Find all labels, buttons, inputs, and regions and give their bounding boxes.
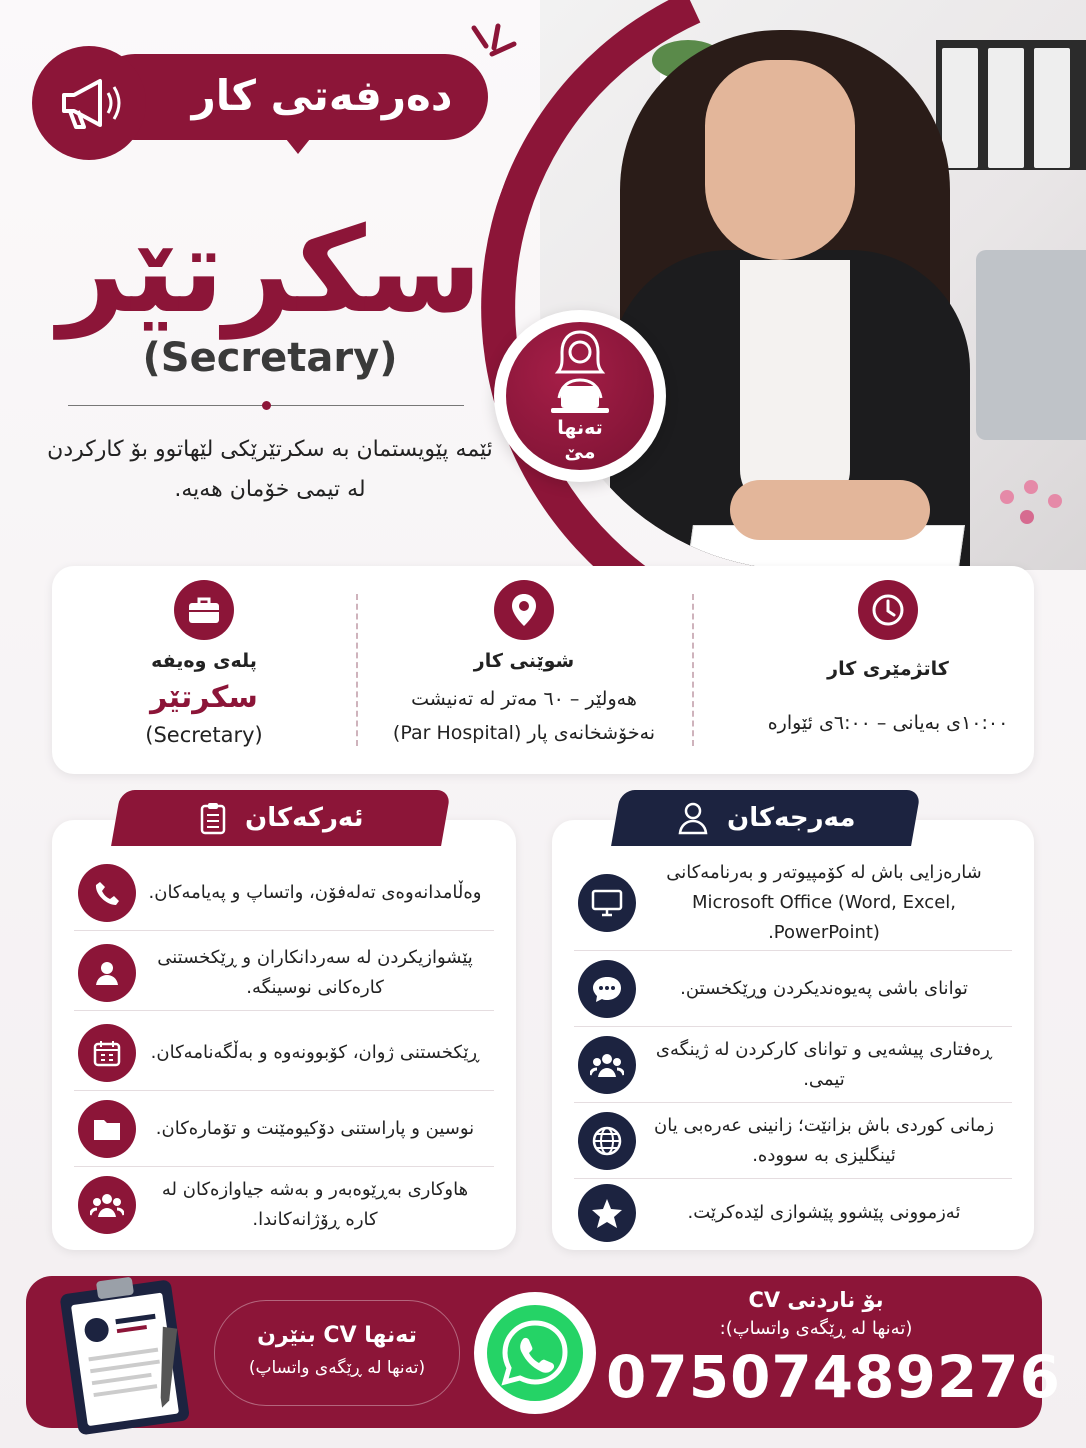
phone-icon	[92, 878, 122, 908]
work-hours-value: ١٠:٠٠ی بەیانی – ٦:٠٠ی ئێوارە	[767, 712, 1009, 734]
requirement-text: ئەزموونی پێشوو پێشوازی لێدەکرێت.	[687, 1202, 961, 1223]
star-icon-circle	[578, 1184, 636, 1242]
work-location-column	[358, 566, 690, 774]
work-hours-column	[742, 566, 1034, 774]
duties-card	[52, 803, 516, 1250]
globe-icon	[591, 1125, 623, 1157]
globe-icon-circle	[578, 1112, 636, 1170]
duties-header	[111, 790, 451, 846]
requirement-text: شارەزایی باش لە کۆمپیوتەر و بەرنامەکانی Microsoft Office (Word, Excel, PowerPoint).	[666, 862, 982, 943]
duties-title: ئەرکەکان	[244, 803, 364, 833]
person-outline-icon	[677, 801, 709, 835]
requirement-item	[574, 856, 1012, 951]
clock-icon-circle	[858, 580, 918, 640]
send-cv-subtitle: (تەنها لە ڕێگەی واتساپ):	[719, 1318, 913, 1339]
requirements-header	[611, 790, 921, 846]
phone-icon-circle	[78, 864, 136, 922]
group-icon-circle	[578, 1036, 636, 1094]
chat-icon	[591, 974, 623, 1004]
intro-text: ئێمە پێویستمان بە سکرتێرێکی لێهاتوو بۆ کارکردن لە تیمی خۆمان هەیە.	[47, 437, 493, 502]
info-divider	[356, 594, 358, 746]
calendar-icon-circle	[78, 1024, 136, 1082]
requirement-text: توانای باشی پەیوەندیکردن وڕێکخستن.	[680, 978, 968, 999]
cv-only-subtitle: (تەنها لە ڕێگەی واتساپ)	[248, 1358, 426, 1378]
duty-text: هاوکاری بەڕێوەبەر و بەشە جیاوازەکان لە کارە ڕۆژانەکاندا.	[161, 1179, 469, 1230]
megaphone-icon	[54, 73, 124, 133]
cv-clipboard-icon	[51, 1264, 202, 1441]
star-icon	[591, 1197, 623, 1229]
work-location-line1: هەولێر – ٦٠ مەتر لە تەنیشت	[411, 688, 637, 710]
team-icon-circle	[78, 1176, 136, 1234]
briefcase-icon	[187, 595, 221, 625]
duty-text: نوسین و پاراستنی دۆکیومێنت و تۆمارەکان.	[155, 1118, 475, 1139]
location-icon-circle	[494, 580, 554, 640]
requirement-text: زمانی کوردی باش بزانێت؛ زانینی عەرەبی یان ئینگلیزی بە سوودە.	[654, 1115, 994, 1166]
location-pin-icon	[509, 592, 539, 628]
user-icon	[92, 958, 122, 988]
job-title-english: (Secretary)	[142, 335, 398, 381]
chat-icon-circle	[578, 960, 636, 1018]
woman-at-laptop-icon	[545, 328, 615, 414]
duty-item	[74, 1092, 494, 1167]
requirements-card	[552, 803, 1034, 1250]
duty-item	[74, 1016, 494, 1091]
requirements-title: مەرجەکان	[726, 803, 856, 833]
cv-only-title: تەنها CV بنێرن	[257, 1323, 417, 1348]
burst-lines-icon	[470, 22, 520, 82]
position-value-kurdish: سکرتێر	[150, 680, 258, 715]
clock-icon	[870, 592, 906, 628]
send-cv-info	[606, 1284, 1061, 1411]
requirement-text: ڕەفتاری پیشەیی و توانای کارکردن لە ژینگەی تیمی.	[655, 1039, 993, 1090]
clipboard-list-icon	[199, 801, 227, 835]
calendar-icon	[92, 1038, 122, 1068]
group-icon	[590, 1051, 624, 1079]
job-title-kurdish: سکرتێر	[58, 201, 482, 339]
female-only-badge	[494, 310, 666, 482]
requirement-item	[574, 1028, 1012, 1103]
work-hours-label: کاتژمێری کار	[827, 658, 949, 680]
folder-icon	[92, 1115, 122, 1143]
whatsapp-phone-number[interactable]: 07507489276	[606, 1343, 1061, 1411]
position-label: پلەی وەیفە	[151, 650, 257, 672]
work-location-line2: نەخۆشخانەی پار (Par Hospital)	[392, 722, 656, 744]
title-divider	[68, 405, 464, 406]
info-divider	[692, 594, 694, 746]
folder-icon-circle	[78, 1100, 136, 1158]
team-icon	[90, 1191, 124, 1219]
send-cv-title: بۆ ناردنی CV	[748, 1288, 884, 1312]
duty-item	[74, 936, 494, 1011]
duty-text: ڕێکخستنی ژوان، کۆبوونەوە و بەڵگەنامەکان.	[150, 1042, 480, 1063]
position-value-english: (Secretary)	[145, 723, 263, 747]
job-info-card	[52, 566, 1034, 774]
whatsapp-button[interactable]	[474, 1292, 596, 1414]
whatsapp-icon	[483, 1301, 587, 1405]
female-only-label: تەنها مێ	[557, 417, 603, 463]
position-column	[52, 566, 356, 774]
duty-item	[74, 856, 494, 931]
job-opportunity-header	[32, 46, 488, 162]
requirement-item	[574, 1104, 1012, 1179]
header-pill-tail	[282, 134, 314, 154]
work-location-label: شوێنی کار	[473, 650, 575, 672]
monitor-icon-circle	[578, 874, 636, 932]
duty-text: وەڵامدانەوەی تەلەفۆن، واتساپ و پەیامەکان.	[148, 882, 482, 903]
requirement-item	[574, 952, 1012, 1027]
briefcase-icon-circle	[174, 580, 234, 640]
user-icon-circle	[78, 944, 136, 1002]
requirement-item	[574, 1176, 1012, 1250]
duty-item	[74, 1168, 494, 1242]
duty-text: پێشوازیکردن لە سەردانکاران و ڕێکخستنی کارەکانی نوسینگە.	[157, 947, 473, 998]
monitor-icon	[591, 889, 623, 917]
megaphone-circle	[32, 46, 146, 160]
cv-only-pill	[214, 1300, 460, 1406]
job-opportunity-title: دەرفەتی کار	[191, 71, 453, 120]
